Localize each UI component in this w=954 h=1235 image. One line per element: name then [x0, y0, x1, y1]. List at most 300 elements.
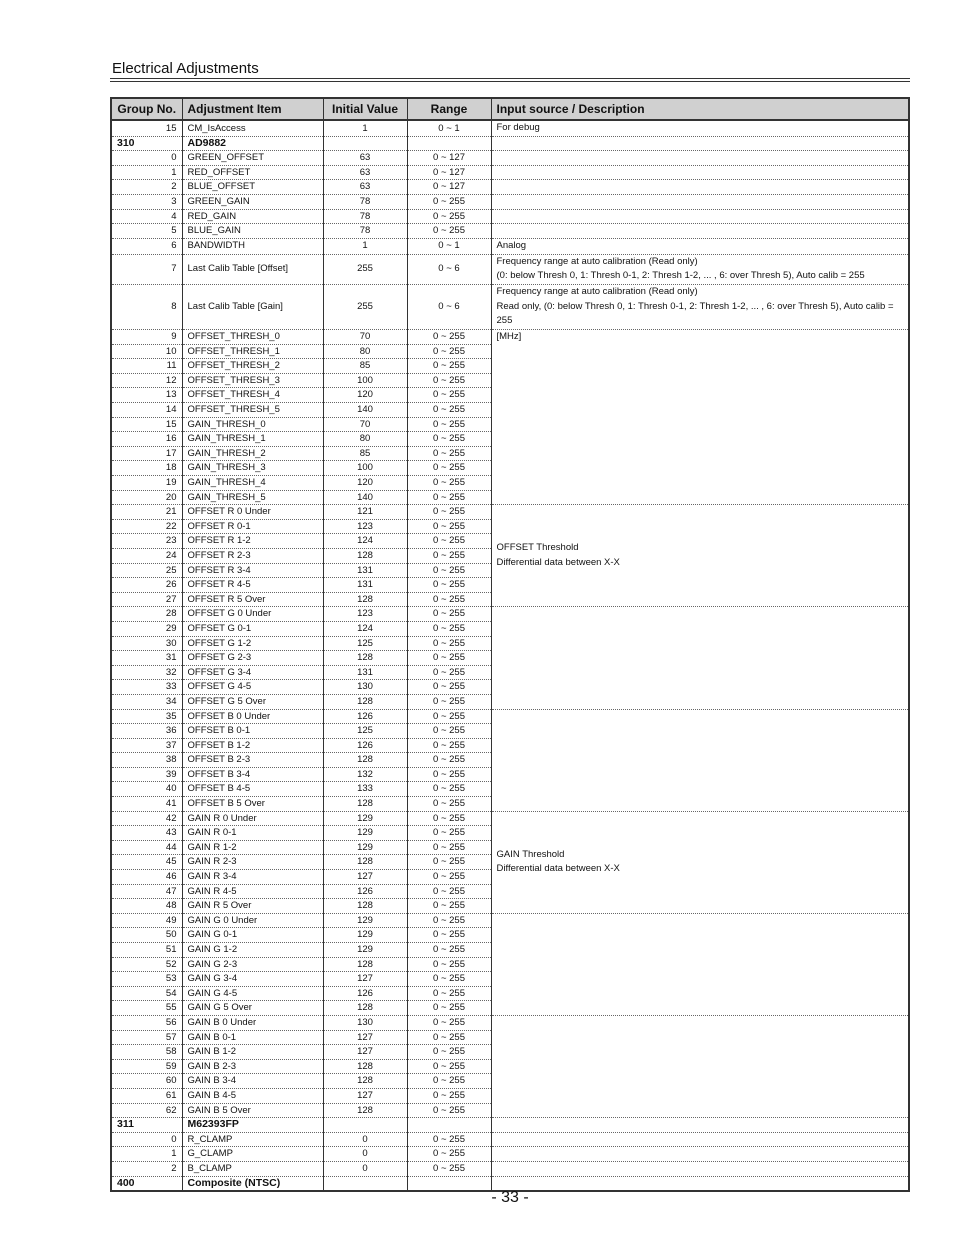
initial-value-cell: 128 — [323, 797, 407, 812]
initial-value-cell: 126 — [323, 884, 407, 899]
initial-value-cell: 128 — [323, 1059, 407, 1074]
group-no-cell: 31 — [111, 651, 182, 666]
adjustment-item-cell: OFFSET G 0 Under — [182, 607, 323, 622]
initial-value-cell: 129 — [323, 840, 407, 855]
description-line: Read only, (0: below Thresh 0, 1: Thresh 0-1, 2: Thresh 1-2, ... , 6: over Thresh 5), Auto calib = 255 — [496, 300, 894, 327]
adjustment-item-cell: OFFSET G 4-5 — [182, 680, 323, 695]
table-row — [111, 709, 909, 724]
adjustment-item-cell: GAIN R 2-3 — [182, 855, 323, 870]
group-no-cell: 23 — [111, 534, 182, 549]
description-line: Frequency range at auto calibration (Read only) — [496, 285, 698, 297]
group-no-cell: 56 — [111, 1015, 182, 1030]
initial-value-cell: 126 — [323, 738, 407, 753]
adjustment-item-cell: CM_IsAccess — [182, 120, 323, 136]
initial-value-cell: 130 — [323, 1015, 407, 1030]
initial-value-cell: 128 — [323, 753, 407, 768]
adjustment-item-cell: GAIN_THRESH_4 — [182, 476, 323, 491]
group-no-cell: 6 — [111, 238, 182, 254]
group-no-cell: 311 — [111, 1118, 182, 1133]
description-cell — [491, 180, 909, 195]
group-no-cell: 47 — [111, 884, 182, 899]
range-cell: 0 ~ 6 — [407, 284, 491, 329]
description-cell — [491, 811, 909, 913]
adjustment-item-cell: RED_GAIN — [182, 209, 323, 224]
adjustment-item-cell: GAIN R 4-5 — [182, 884, 323, 899]
group-no-cell: 19 — [111, 476, 182, 491]
adjustment-item-cell: GAIN_THRESH_2 — [182, 446, 323, 461]
adjustment-item-cell: GAIN G 5 Over — [182, 1001, 323, 1016]
table-row — [111, 180, 909, 195]
adjustment-item-cell: GAIN G 1-2 — [182, 943, 323, 958]
group-no-cell: 57 — [111, 1030, 182, 1045]
range-cell: 0 ~ 255 — [407, 753, 491, 768]
initial-value-cell: 128 — [323, 1103, 407, 1118]
adjustment-item-cell: OFFSET_THRESH_4 — [182, 388, 323, 403]
initial-value-cell: 123 — [323, 607, 407, 622]
adjustment-item-cell: GAIN_THRESH_3 — [182, 461, 323, 476]
initial-value-cell: 127 — [323, 1030, 407, 1045]
gain-threshold-note: Differential data between X-X — [496, 863, 620, 875]
range-cell: 0 ~ 255 — [407, 607, 491, 622]
range-cell: 0 ~ 255 — [407, 651, 491, 666]
range-cell: 0 ~ 255 — [407, 505, 491, 520]
initial-value-cell: 85 — [323, 446, 407, 461]
adjustment-item-cell: GAIN G 2-3 — [182, 957, 323, 972]
range-cell: 0 ~ 255 — [407, 476, 491, 491]
adjustment-item-cell: GAIN_THRESH_0 — [182, 417, 323, 432]
initial-value-cell: 63 — [323, 165, 407, 180]
range-cell: 0 ~ 255 — [407, 738, 491, 753]
group-no-cell: 62 — [111, 1103, 182, 1118]
description-cell — [491, 505, 909, 607]
initial-value-cell: 0 — [323, 1147, 407, 1162]
group-no-cell: 27 — [111, 592, 182, 607]
adjustment-item-cell: GAIN G 4-5 — [182, 986, 323, 1001]
group-no-cell: 45 — [111, 855, 182, 870]
range-cell: 0 ~ 255 — [407, 373, 491, 388]
adjustment-item-cell: Composite (NTSC) — [182, 1176, 323, 1191]
group-no-cell: 17 — [111, 446, 182, 461]
table-row — [111, 195, 909, 210]
description-line: Analog — [496, 239, 527, 251]
col-header-range: Range — [407, 98, 491, 120]
adjustment-item-cell: R_CLAMP — [182, 1132, 323, 1147]
table-row — [111, 165, 909, 180]
range-cell: 0 ~ 255 — [407, 855, 491, 870]
range-cell: 0 ~ 255 — [407, 1059, 491, 1074]
table-row — [111, 607, 909, 622]
initial-value-cell: 0 — [323, 1161, 407, 1176]
range-cell: 0 ~ 255 — [407, 767, 491, 782]
initial-value-cell: 121 — [323, 505, 407, 520]
range-cell: 0 ~ 255 — [407, 1147, 491, 1162]
initial-value-cell: 120 — [323, 388, 407, 403]
adjustment-item-cell: GAIN G 0-1 — [182, 928, 323, 943]
adjustment-item-cell: OFFSET R 2-3 — [182, 548, 323, 563]
initial-value-cell: 70 — [323, 330, 407, 345]
header-rule-top — [110, 78, 910, 79]
initial-value-cell: 126 — [323, 709, 407, 724]
range-cell: 0 ~ 255 — [407, 797, 491, 812]
adjustment-table — [110, 97, 910, 1192]
range-cell: 0 ~ 255 — [407, 709, 491, 724]
initial-value-cell: 124 — [323, 621, 407, 636]
initial-value-cell: 128 — [323, 899, 407, 914]
range-cell: 0 ~ 255 — [407, 432, 491, 447]
group-no-cell: 53 — [111, 972, 182, 987]
range-cell: 0 ~ 127 — [407, 151, 491, 166]
adjustment-item-cell: OFFSET R 0 Under — [182, 505, 323, 520]
description-cell — [491, 607, 909, 709]
description-cell — [491, 709, 909, 811]
initial-value-cell: 133 — [323, 782, 407, 797]
range-cell: 0 ~ 255 — [407, 811, 491, 826]
group-no-cell: 55 — [111, 1001, 182, 1016]
initial-value-cell: 140 — [323, 403, 407, 418]
header-rule-bottom — [110, 81, 910, 82]
adjustment-item-cell: BLUE_OFFSET — [182, 180, 323, 195]
group-no-cell: 22 — [111, 519, 182, 534]
group-no-cell: 61 — [111, 1088, 182, 1103]
range-cell: 0 ~ 255 — [407, 680, 491, 695]
adjustment-item-cell: GAIN R 3-4 — [182, 870, 323, 885]
adjustment-item-cell: OFFSET G 5 Over — [182, 694, 323, 709]
range-cell: 0 ~ 6 — [407, 254, 491, 284]
col-header-group: Group No. — [111, 98, 182, 120]
range-cell: 0 ~ 255 — [407, 957, 491, 972]
description-cell — [491, 1132, 909, 1147]
initial-value-cell: 255 — [323, 284, 407, 329]
initial-value-cell: 127 — [323, 1088, 407, 1103]
range-cell — [407, 136, 491, 151]
adjustment-item-cell: BANDWIDTH — [182, 238, 323, 254]
group-no-cell: 58 — [111, 1045, 182, 1060]
table-row — [111, 151, 909, 166]
initial-value-cell: 100 — [323, 461, 407, 476]
initial-value-cell: 120 — [323, 476, 407, 491]
group-no-cell: 4 — [111, 209, 182, 224]
range-cell: 0 ~ 255 — [407, 636, 491, 651]
range-cell: 0 ~ 255 — [407, 519, 491, 534]
range-cell: 0 ~ 255 — [407, 461, 491, 476]
range-cell: 0 ~ 255 — [407, 1132, 491, 1147]
group-no-cell: 2 — [111, 1161, 182, 1176]
adjustment-item-cell: GAIN B 4-5 — [182, 1088, 323, 1103]
group-no-cell: 46 — [111, 870, 182, 885]
adjustment-item-cell: GAIN B 3-4 — [182, 1074, 323, 1089]
initial-value-cell: 129 — [323, 913, 407, 928]
description-cell — [491, 254, 909, 284]
group-no-cell: 43 — [111, 826, 182, 841]
group-no-cell: 30 — [111, 636, 182, 651]
group-no-cell: 1 — [111, 1147, 182, 1162]
adjustment-item-cell: OFFSET B 1-2 — [182, 738, 323, 753]
description-cell — [491, 238, 909, 254]
description-cell — [491, 1147, 909, 1162]
initial-value-cell: 85 — [323, 359, 407, 374]
initial-value-cell: 128 — [323, 855, 407, 870]
table-row — [111, 224, 909, 239]
range-cell: 0 ~ 255 — [407, 913, 491, 928]
range-cell: 0 ~ 255 — [407, 1030, 491, 1045]
description-cell — [491, 195, 909, 210]
adjustment-item-cell: Last Calib Table [Offset] — [182, 254, 323, 284]
range-cell: 0 ~ 255 — [407, 1001, 491, 1016]
group-no-cell: 0 — [111, 151, 182, 166]
description-cell — [491, 913, 909, 1015]
description-cell — [491, 1118, 909, 1133]
initial-value-cell: 80 — [323, 344, 407, 359]
group-no-cell: 39 — [111, 767, 182, 782]
group-no-cell: 7 — [111, 254, 182, 284]
range-cell: 0 ~ 255 — [407, 578, 491, 593]
initial-value-cell: 129 — [323, 811, 407, 826]
range-cell: 0 ~ 255 — [407, 417, 491, 432]
range-cell: 0 ~ 1 — [407, 238, 491, 254]
range-cell: 0 ~ 255 — [407, 344, 491, 359]
adjustment-item-cell: GAIN B 0-1 — [182, 1030, 323, 1045]
adjustment-item-cell: GAIN R 0 Under — [182, 811, 323, 826]
table-row — [111, 254, 909, 284]
range-cell: 0 ~ 255 — [407, 943, 491, 958]
initial-value-cell: 78 — [323, 224, 407, 239]
adjustment-item-cell: Last Calib Table [Gain] — [182, 284, 323, 329]
adjustment-item-cell: GAIN_THRESH_5 — [182, 490, 323, 505]
initial-value-cell — [323, 136, 407, 151]
initial-value-cell: 128 — [323, 548, 407, 563]
group-no-cell: 51 — [111, 943, 182, 958]
range-cell: 0 ~ 255 — [407, 446, 491, 461]
group-no-cell: 2 — [111, 180, 182, 195]
table-row — [111, 209, 909, 224]
page-header-title: Electrical Adjustments — [112, 60, 259, 77]
range-cell: 0 ~ 255 — [407, 563, 491, 578]
range-cell: 0 ~ 1 — [407, 120, 491, 136]
adjustment-item-cell: OFFSET B 2-3 — [182, 753, 323, 768]
range-cell: 0 ~ 255 — [407, 209, 491, 224]
range-cell: 0 ~ 255 — [407, 826, 491, 841]
adjustment-item-cell: OFFSET B 5 Over — [182, 797, 323, 812]
adjustment-item-cell: GAIN B 2-3 — [182, 1059, 323, 1074]
adjustment-item-cell: BLUE_GAIN — [182, 224, 323, 239]
range-cell: 0 ~ 255 — [407, 665, 491, 680]
group-no-cell: 52 — [111, 957, 182, 972]
adjustment-item-cell: OFFSET G 2-3 — [182, 651, 323, 666]
initial-value-cell — [323, 1118, 407, 1133]
initial-value-cell: 63 — [323, 151, 407, 166]
table-row — [111, 505, 909, 520]
initial-value-cell: 128 — [323, 1001, 407, 1016]
initial-value-cell: 255 — [323, 254, 407, 284]
col-header-description: Input source / Description — [491, 98, 909, 120]
group-no-cell: 41 — [111, 797, 182, 812]
col-header-item: Adjustment Item — [182, 98, 323, 120]
range-cell: 0 ~ 255 — [407, 972, 491, 987]
range-cell: 0 ~ 255 — [407, 899, 491, 914]
range-cell: 0 ~ 255 — [407, 1015, 491, 1030]
group-no-cell: 18 — [111, 461, 182, 476]
group-no-cell: 21 — [111, 505, 182, 520]
group-no-cell: 59 — [111, 1059, 182, 1074]
range-cell: 0 ~ 255 — [407, 592, 491, 607]
initial-value-cell: 100 — [323, 373, 407, 388]
range-cell: 0 ~ 255 — [407, 548, 491, 563]
adjustment-item-cell: GAIN B 1-2 — [182, 1045, 323, 1060]
table-row — [111, 330, 909, 345]
description-line: [MHz] — [496, 331, 522, 343]
group-no-cell: 13 — [111, 388, 182, 403]
initial-value-cell: 70 — [323, 417, 407, 432]
group-no-cell: 0 — [111, 1132, 182, 1147]
initial-value-cell: 131 — [323, 563, 407, 578]
group-no-cell: 48 — [111, 899, 182, 914]
group-no-cell: 10 — [111, 344, 182, 359]
initial-value-cell: 125 — [323, 636, 407, 651]
table-row — [111, 1015, 909, 1030]
adjustment-item-cell: GAIN R 1-2 — [182, 840, 323, 855]
initial-value-cell: 128 — [323, 651, 407, 666]
group-no-cell: 25 — [111, 563, 182, 578]
range-cell: 0 ~ 255 — [407, 986, 491, 1001]
range-cell: 0 ~ 255 — [407, 1161, 491, 1176]
group-no-cell: 400 — [111, 1176, 182, 1191]
group-no-cell: 35 — [111, 709, 182, 724]
adjustment-item-cell: G_CLAMP — [182, 1147, 323, 1162]
group-no-cell: 14 — [111, 403, 182, 418]
group-no-cell: 34 — [111, 694, 182, 709]
group-no-cell: 38 — [111, 753, 182, 768]
initial-value-cell: 0 — [323, 1132, 407, 1147]
adjustment-item-cell: OFFSET G 3-4 — [182, 665, 323, 680]
range-cell: 0 ~ 255 — [407, 840, 491, 855]
group-no-cell: 15 — [111, 417, 182, 432]
group-no-cell: 11 — [111, 359, 182, 374]
range-cell: 0 ~ 255 — [407, 534, 491, 549]
group-no-cell: 60 — [111, 1074, 182, 1089]
adjustment-item-cell: GAIN G 3-4 — [182, 972, 323, 987]
offset-threshold-note: Differential data between X-X — [496, 556, 620, 568]
group-no-cell: 3 — [111, 195, 182, 210]
initial-value-cell: 127 — [323, 972, 407, 987]
range-cell: 0 ~ 255 — [407, 490, 491, 505]
initial-value-cell: 129 — [323, 928, 407, 943]
adjustment-item-cell: GAIN B 5 Over — [182, 1103, 323, 1118]
adjustment-item-cell: AD9882 — [182, 136, 323, 151]
initial-value-cell: 129 — [323, 826, 407, 841]
description-cell — [491, 1015, 909, 1117]
range-cell: 0 ~ 255 — [407, 1103, 491, 1118]
description-line: Frequency range at auto calibration (Read only) — [496, 255, 698, 267]
initial-value-cell: 78 — [323, 195, 407, 210]
adjustment-item-cell: OFFSET_THRESH_5 — [182, 403, 323, 418]
group-no-cell: 1 — [111, 165, 182, 180]
initial-value-cell: 128 — [323, 1074, 407, 1089]
group-no-cell: 54 — [111, 986, 182, 1001]
table-row — [111, 1161, 909, 1176]
range-cell: 0 ~ 255 — [407, 724, 491, 739]
range-cell: 0 ~ 255 — [407, 403, 491, 418]
group-no-cell: 5 — [111, 224, 182, 239]
group-no-cell: 33 — [111, 680, 182, 695]
adjustment-item-cell: GREEN_OFFSET — [182, 151, 323, 166]
adjustment-item-cell: OFFSET B 4-5 — [182, 782, 323, 797]
range-cell: 0 ~ 255 — [407, 1088, 491, 1103]
adjustment-item-cell: GAIN_THRESH_1 — [182, 432, 323, 447]
adjustment-item-cell: GREEN_GAIN — [182, 195, 323, 210]
range-cell: 0 ~ 255 — [407, 330, 491, 345]
initial-value-cell: 63 — [323, 180, 407, 195]
group-no-cell: 9 — [111, 330, 182, 345]
table-header-row — [111, 98, 909, 120]
group-no-cell: 8 — [111, 284, 182, 329]
description-cell — [491, 330, 909, 505]
group-no-cell: 12 — [111, 373, 182, 388]
description-cell — [491, 209, 909, 224]
gain-threshold-note: GAIN Threshold — [496, 848, 565, 860]
adjustment-item-cell: B_CLAMP — [182, 1161, 323, 1176]
table-row — [111, 238, 909, 254]
group-no-cell: 15 — [111, 120, 182, 136]
description-cell — [491, 165, 909, 180]
table-row — [111, 811, 909, 826]
table-row — [111, 284, 909, 329]
description-line: For debug — [496, 122, 540, 133]
adjustment-item-cell: OFFSET_THRESH_2 — [182, 359, 323, 374]
adjustment-item-cell: RED_OFFSET — [182, 165, 323, 180]
range-cell: 0 ~ 255 — [407, 870, 491, 885]
range-cell — [407, 1118, 491, 1133]
adjustment-item-cell: OFFSET G 0-1 — [182, 621, 323, 636]
table-row — [111, 1147, 909, 1162]
group-no-cell: 49 — [111, 913, 182, 928]
group-no-cell: 310 — [111, 136, 182, 151]
initial-value-cell: 127 — [323, 1045, 407, 1060]
range-cell: 0 ~ 127 — [407, 165, 491, 180]
range-cell: 0 ~ 255 — [407, 1045, 491, 1060]
adjustment-item-cell: OFFSET R 1-2 — [182, 534, 323, 549]
range-cell: 0 ~ 255 — [407, 782, 491, 797]
range-cell: 0 ~ 255 — [407, 195, 491, 210]
group-no-cell: 42 — [111, 811, 182, 826]
offset-threshold-note: OFFSET Threshold — [496, 542, 579, 554]
initial-value-cell: 132 — [323, 767, 407, 782]
initial-value-cell: 78 — [323, 209, 407, 224]
adjustment-item-cell: OFFSET R 3-4 — [182, 563, 323, 578]
table-row — [111, 120, 909, 136]
adjustment-item-cell: GAIN G 0 Under — [182, 913, 323, 928]
adjustment-item-cell: GAIN R 5 Over — [182, 899, 323, 914]
col-header-initial: Initial Value — [323, 98, 407, 120]
group-no-cell: 36 — [111, 724, 182, 739]
group-no-cell: 32 — [111, 665, 182, 680]
initial-value-cell: 80 — [323, 432, 407, 447]
group-no-cell: 37 — [111, 738, 182, 753]
description-cell — [491, 1161, 909, 1176]
group-row — [111, 1118, 909, 1133]
group-row — [111, 136, 909, 151]
initial-value-cell: 131 — [323, 665, 407, 680]
adjustment-item-cell: OFFSET G 1-2 — [182, 636, 323, 651]
adjustment-item-cell: OFFSET B 0-1 — [182, 724, 323, 739]
initial-value-cell: 130 — [323, 680, 407, 695]
adjustment-item-cell: OFFSET B 0 Under — [182, 709, 323, 724]
group-no-cell: 44 — [111, 840, 182, 855]
initial-value-cell: 123 — [323, 519, 407, 534]
description-cell — [491, 136, 909, 151]
range-cell: 0 ~ 255 — [407, 224, 491, 239]
initial-value-cell: 131 — [323, 578, 407, 593]
adjustment-item-cell: OFFSET R 0-1 — [182, 519, 323, 534]
